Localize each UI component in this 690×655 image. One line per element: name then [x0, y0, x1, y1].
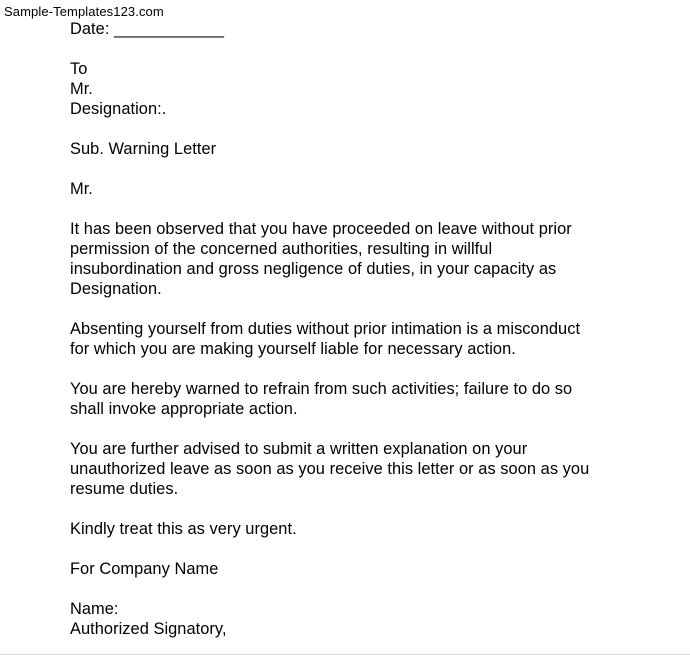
warning-letter: [70, 19, 670, 639]
spacer: [70, 579, 670, 599]
name-label: Name:: [70, 600, 119, 618]
spacer: [70, 539, 670, 559]
to-label: To: [70, 60, 88, 78]
paragraph-line: It has been observed that you have proceeded on leave without prior: [70, 220, 572, 238]
paragraph-line: for which you are making yourself liable for necessary action.: [70, 340, 516, 358]
paragraph-line: You are further advised to submit a written explanation on your: [70, 440, 528, 458]
recipient-designation: Designation:.: [70, 100, 167, 118]
paragraph-line: insubordination and gross negligence of duties, in your capacity as: [70, 260, 557, 278]
spacer: [70, 159, 670, 179]
salutation: Mr.: [70, 180, 93, 198]
spacer: [70, 199, 670, 219]
closing-note: Kindly treat this as very urgent.: [70, 520, 297, 538]
spacer: [70, 39, 670, 59]
signatory-line: Authorized Signatory,: [70, 620, 227, 638]
recipient-name: Mr.: [70, 80, 93, 98]
spacer: [70, 359, 670, 379]
company-line: For Company Name: [70, 560, 219, 578]
paragraph-line: Absenting yourself from duties without prior intimation is a misconduct: [70, 320, 581, 338]
subject-line: Sub. Warning Letter: [70, 140, 217, 158]
paragraph-explanation: [70, 439, 670, 499]
paragraph-line: resume duties.: [70, 480, 179, 498]
watermark-text: Sample-Templates123.com: [4, 4, 164, 19]
paragraph-warning: [70, 379, 670, 419]
paragraph-line: You are hereby warned to refrain from such activities; failure to do so: [70, 380, 573, 398]
paragraph-misconduct: [70, 319, 670, 359]
spacer: [70, 499, 670, 519]
paragraph-observation: [70, 219, 670, 299]
date-line: Date: ____________: [70, 20, 225, 38]
paragraph-line: Designation.: [70, 280, 162, 298]
paragraph-line: unauthorized leave as soon as you receive this letter or as soon as you: [70, 460, 590, 478]
spacer: [70, 119, 670, 139]
paragraph-line: permission of the concerned authorities, resulting in willful: [70, 240, 493, 258]
spacer: [70, 419, 670, 439]
paragraph-line: shall invoke appropriate action.: [70, 400, 298, 418]
spacer: [70, 299, 670, 319]
